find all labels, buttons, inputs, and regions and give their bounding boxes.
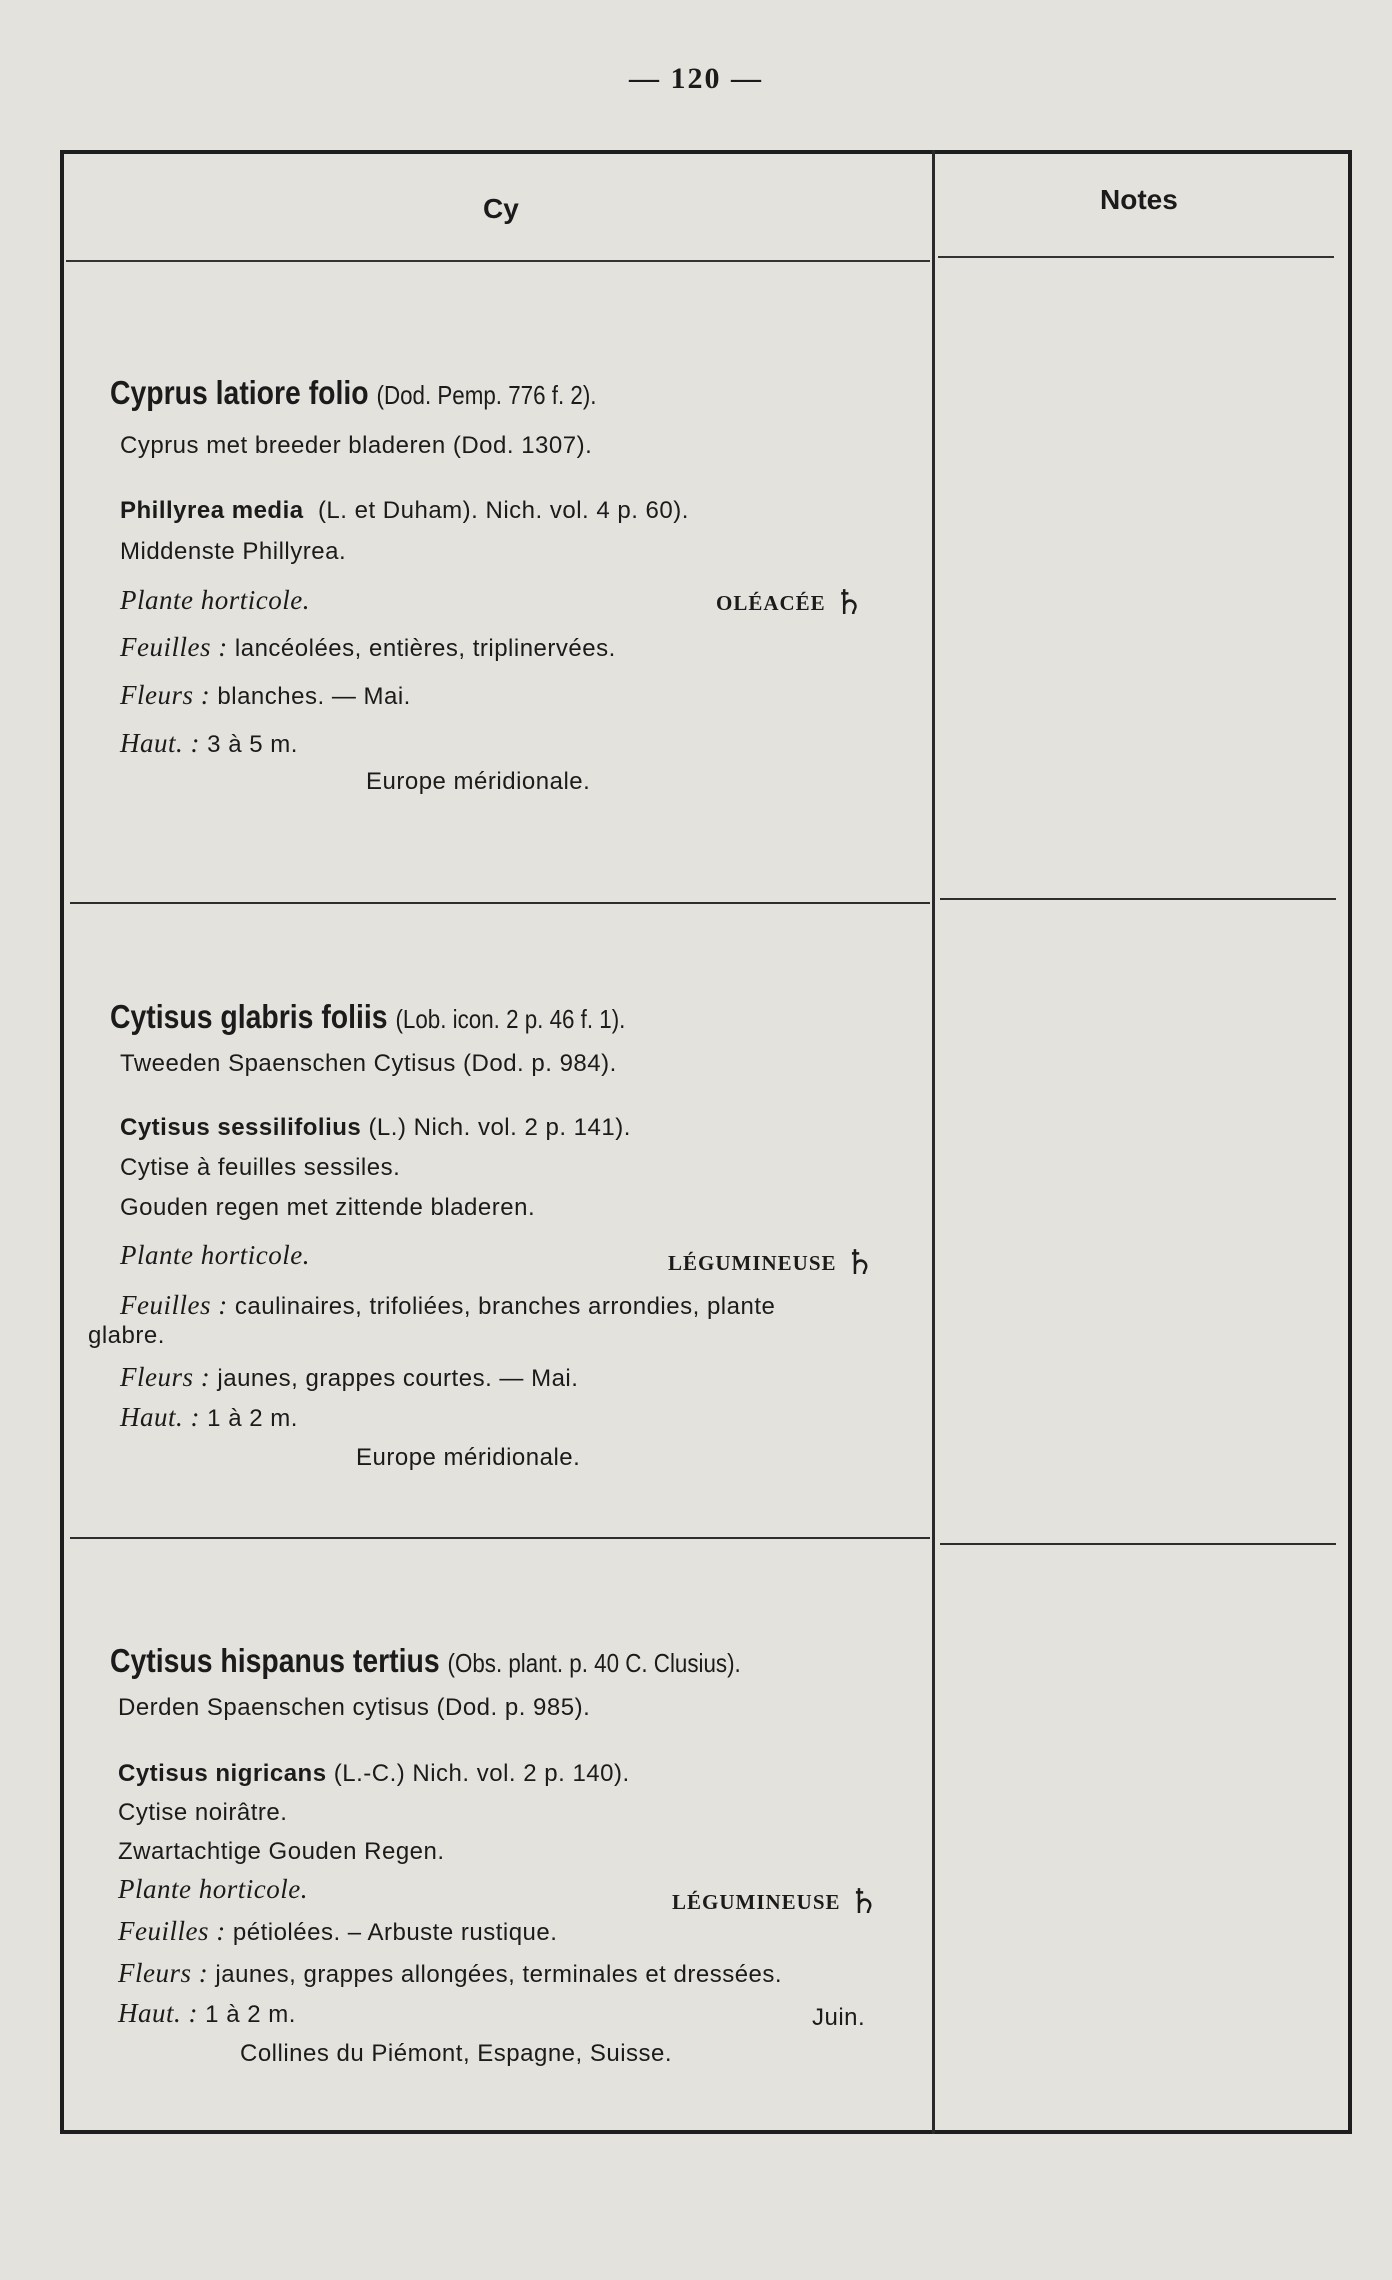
column-header-notes: Notes <box>1100 184 1178 215</box>
entry-line: Gouden regen met zittende bladeren. <box>120 1194 536 1221</box>
haut-line: Haut. : 3 à 5 m. <box>120 728 298 758</box>
haut-line: Haut. : 1 à 2 m. <box>120 1402 298 1432</box>
saturn-symbol-icon: ♄ <box>833 585 866 622</box>
region-line: Europe méridionale. <box>366 768 591 795</box>
header-rule <box>66 260 930 262</box>
feuilles-line: Feuilles : lancéolées, entières, triplinervées. <box>120 632 616 662</box>
saturn-symbol-icon: ♄ <box>848 1884 881 1921</box>
entry-line: Phillyrea media (L. et Duham). Nich. vol. 4 p. 60). <box>120 497 689 524</box>
entry-title: Cytisus hispanus tertius (Obs. plant. p. 40 C. Clusius). <box>110 1642 741 1679</box>
fleurs-line: Fleurs : jaunes, grappes allongées, terminales et dressées. <box>118 1958 783 1988</box>
entry-line: Cytisus nigricans (L.-C.) Nich. vol. 2 p. 140). <box>118 1760 630 1787</box>
page-number: — 120 — <box>629 62 763 95</box>
row-divider <box>940 898 1336 900</box>
plante-label: Plante horticole. <box>120 585 310 615</box>
row-divider <box>70 1537 930 1539</box>
entry-title: Cyprus latiore folio (Dod. Pemp. 776 f. 2). <box>110 374 597 411</box>
saturn-symbol-icon: ♄ <box>844 1245 877 1282</box>
row-divider <box>940 1543 1336 1545</box>
entry-line: Cyprus met breeder bladeren (Dod. 1307). <box>120 432 593 459</box>
entry-line: Derden Spaenschen cytisus (Dod. p. 985). <box>118 1694 591 1721</box>
feuilles-continued: glabre. <box>88 1322 165 1349</box>
entry-line: Tweeden Spaenschen Cytisus (Dod. p. 984). <box>120 1050 617 1077</box>
plante-label: Plante horticole. <box>120 1240 310 1270</box>
month-label: Juin. <box>812 2004 866 2031</box>
feuilles-line: Feuilles : pétiolées. – Arbuste rustique. <box>118 1916 558 1946</box>
entry-line: Cytisus sessilifolius (L.) Nich. vol. 2 p. 141). <box>120 1114 631 1141</box>
entry-line: Zwartachtige Gouden Regen. <box>118 1838 445 1865</box>
column-header-cy: Cy <box>483 193 519 224</box>
family-label: LÉGUMINEUSE ♄ <box>672 1884 881 1921</box>
feuilles-line: Feuilles : caulinaires, trifoliées, branches arrondies, plante <box>120 1290 776 1320</box>
entry-title: Cytisus glabris foliis (Lob. icon. 2 p. 46 f. 1). <box>110 998 626 1035</box>
region-line: Europe méridionale. <box>356 1444 581 1471</box>
fleurs-line: Fleurs : blanches. — Mai. <box>120 680 411 710</box>
family-label: OLÉACÉE ♄ <box>716 585 866 622</box>
plante-label: Plante horticole. <box>118 1874 308 1904</box>
entry-line: Cytise noirâtre. <box>118 1799 288 1826</box>
haut-line: Haut. : 1 à 2 m. <box>118 1998 296 2028</box>
fleurs-line: Fleurs : jaunes, grappes courtes. — Mai. <box>120 1362 579 1392</box>
family-label: LÉGUMINEUSE ♄ <box>668 1245 877 1282</box>
row-divider <box>70 902 930 904</box>
entry-line: Middenste Phillyrea. <box>120 538 347 565</box>
header-rule <box>938 256 1334 258</box>
entry-line: Cytise à feuilles sessiles. <box>120 1154 401 1181</box>
region-line: Collines du Piémont, Espagne, Suisse. <box>240 2040 673 2067</box>
column-divider <box>932 150 935 2134</box>
